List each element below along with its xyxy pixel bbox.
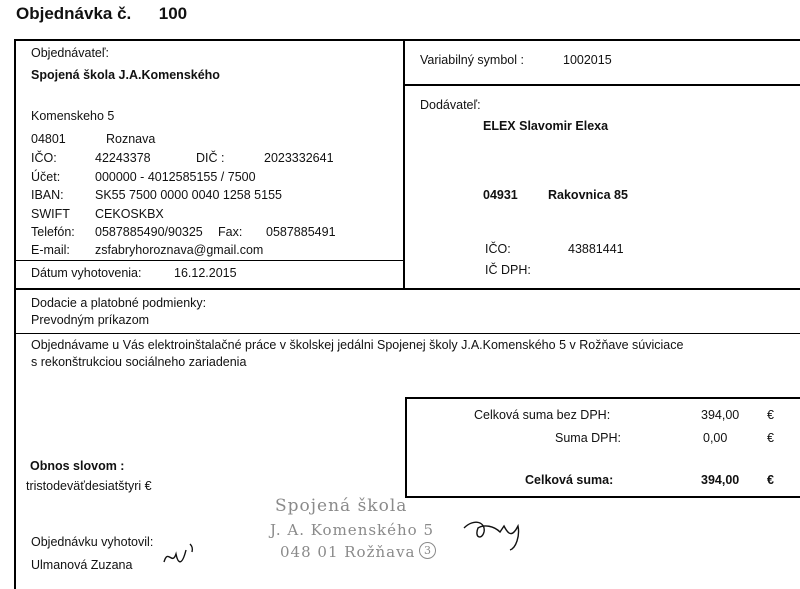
totals-left xyxy=(405,397,407,497)
prepared-label: Objednávku vyhotovil: xyxy=(31,535,154,549)
orderer-ico-label: IČO: xyxy=(31,151,57,165)
orderer-email-label: E-mail: xyxy=(31,243,70,257)
date-value: 16.12.2015 xyxy=(174,266,237,280)
frame-top xyxy=(14,39,800,41)
orderer-fax-label: Fax: xyxy=(218,225,243,239)
stamp-line1: Spojená škola xyxy=(275,496,408,516)
orderer-heading: Objednávateľ: xyxy=(31,46,110,60)
orderer-street: Komenskeho 5 xyxy=(31,109,115,123)
words-label: Obnos slovom : xyxy=(30,459,125,473)
orderer-iban-label: IBAN: xyxy=(31,188,64,202)
orderer-account: 000000 - 4012585155 / 7500 xyxy=(95,170,256,184)
signature-prepared xyxy=(160,536,200,576)
order-text-line2: s rekonštrukciou sociálneho zariadenia xyxy=(31,355,247,369)
supplier-box-top xyxy=(403,84,800,86)
supplier-icdph-label: IČ DPH: xyxy=(485,263,531,277)
title-label: Objednávka č. xyxy=(16,4,132,23)
variable-symbol-value: 1002015 xyxy=(563,53,612,67)
document-title xyxy=(16,4,187,24)
stamp-line3: 048 01 Rožňava xyxy=(280,543,416,561)
orderer-dic-label: DIČ : xyxy=(196,151,225,165)
order-text-line1: Objednávame u Vás elektroinštalačné práce v školskej jedálni Spojenej školy J.A.Komenského 5 v Rožňave súviciace xyxy=(31,338,684,352)
prepared-name: Ulmanová Zuzana xyxy=(31,558,133,572)
supplier-ico-label: IČO: xyxy=(485,242,511,256)
orderer-email: zsfabryhoroznava@gmail.com xyxy=(95,243,264,257)
orderer-name: Spojená škola J.A.Komenského xyxy=(31,68,220,82)
terms-bottom xyxy=(14,333,800,334)
stamp-mark: 3 xyxy=(419,542,436,559)
order-number: 100 xyxy=(158,4,188,23)
currency-1: € xyxy=(767,408,774,422)
terms-label: Dodacie a platobné podmienky: xyxy=(31,296,207,310)
terms-value: Prevodným príkazom xyxy=(31,313,150,327)
total-no-vat-value: 394,00 xyxy=(701,408,740,422)
supplier-zip: 04931 xyxy=(483,188,518,202)
orderer-zip: 04801 xyxy=(31,132,66,146)
currency-3: € xyxy=(767,473,774,487)
orderer-ico: 42243378 xyxy=(95,151,151,165)
orderer-dic: 2023332641 xyxy=(264,151,334,165)
date-label: Dátum vyhotovenia: xyxy=(31,266,142,280)
variable-symbol-label: Variabilný symbol : xyxy=(420,53,524,67)
vat-label: Suma DPH: xyxy=(555,431,621,445)
orderer-swift: CEKOSKBX xyxy=(95,207,164,221)
stamp-line2: J. A. Komenského 5 xyxy=(270,521,435,539)
orderer-account-label: Účet: xyxy=(31,170,61,184)
header-bottom xyxy=(14,288,800,290)
orderer-swift-label: SWIFT xyxy=(31,207,70,221)
orderer-phone: 0587885490/90325 xyxy=(95,225,203,239)
orderer-phone-label: Telefón: xyxy=(31,225,75,239)
signature-supplier xyxy=(460,514,540,554)
orderer-city: Roznava xyxy=(106,132,156,146)
words-value: tristodeväťdesiatštyri € xyxy=(26,479,152,493)
total-value: 394,00 xyxy=(701,473,740,487)
date-row-top xyxy=(14,260,404,261)
currency-2: € xyxy=(767,431,774,445)
orderer-iban: SK55 7500 0000 0040 1258 5155 xyxy=(95,188,282,202)
totals-top xyxy=(405,397,800,399)
total-no-vat-label: Celková suma bez DPH: xyxy=(474,408,611,422)
vat-value: 0,00 xyxy=(703,431,728,445)
supplier-name: ELEX Slavomir Elexa xyxy=(483,119,609,133)
totals-bottom xyxy=(405,496,800,498)
supplier-ico: 43881441 xyxy=(568,242,624,256)
total-label: Celková suma: xyxy=(525,473,614,487)
supplier-street: Rakovnica 85 xyxy=(548,188,628,202)
supplier-heading: Dodávateľ: xyxy=(420,98,481,112)
orderer-fax: 0587885491 xyxy=(266,225,336,239)
frame-left xyxy=(14,39,16,589)
frame-mid-divider xyxy=(403,39,405,289)
